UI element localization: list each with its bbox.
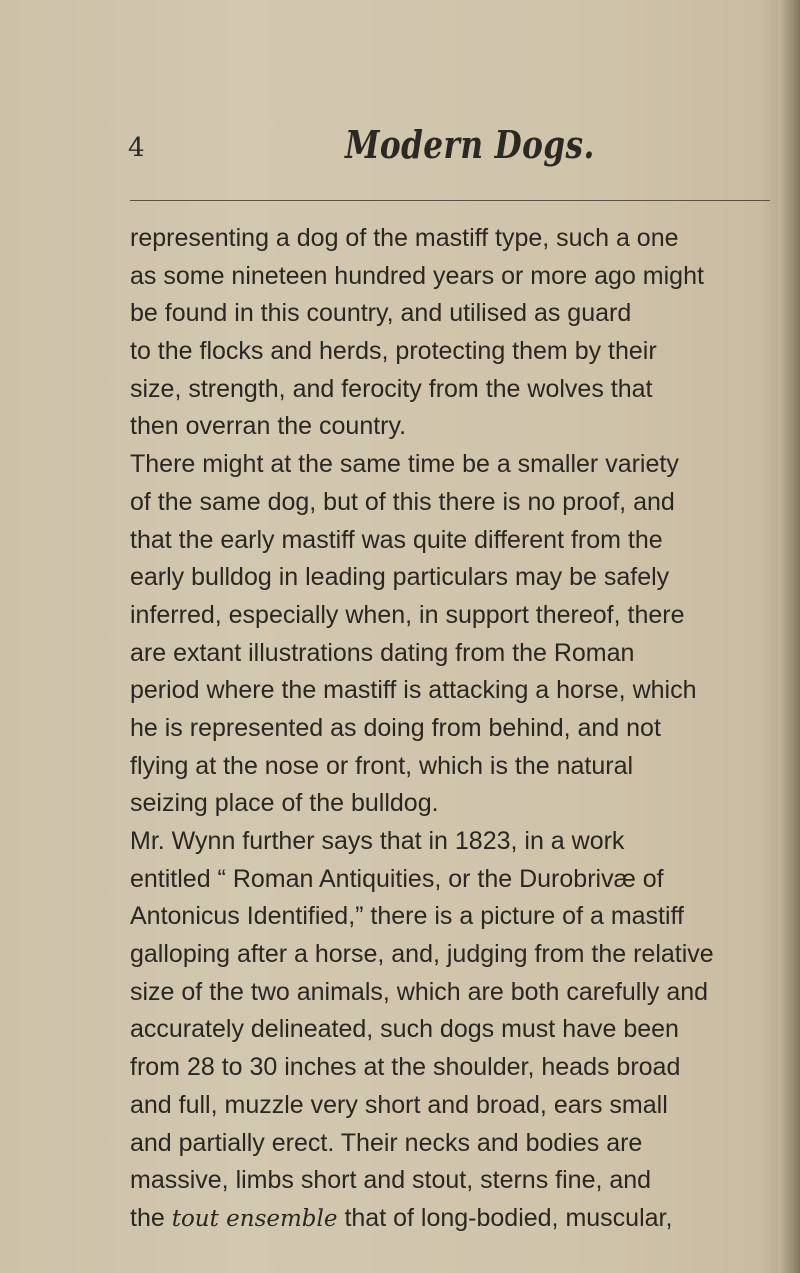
- text-line: as some nineteen hundred years or more ago might: [130, 261, 704, 290]
- text-line: early bulldog in leading particulars may be safely: [130, 563, 670, 592]
- text-line: and full, muzzle very short and broad, ears small: [130, 1090, 668, 1119]
- text-line: Antonicus Identified,” there is a picture of a mastiff: [130, 902, 684, 931]
- text-line: to the flocks and herds, protecting them by their: [130, 337, 657, 366]
- last-line-pre: the: [130, 1203, 172, 1232]
- text-line: size of the two animals, which are both carefully and: [130, 977, 709, 1006]
- text-line: entitled “ Roman Antiquities, or the Durobrivæ of: [130, 864, 664, 893]
- paragraph-start-line: There might at the same time be a smaller variety: [130, 450, 679, 479]
- running-title: Modern Dogs.: [345, 122, 595, 167]
- text-line: of the same dog, but of this there is no proof, and: [130, 487, 675, 516]
- text-line: massive, limbs short and stout, sterns fine, and: [130, 1166, 652, 1195]
- text-line: then overran the country.: [130, 412, 407, 441]
- text-line: seizing place of the bulldog.: [130, 789, 439, 818]
- text-line: period where the mastiff is attacking a horse, which: [130, 676, 697, 705]
- text-line-last: [130, 1200, 790, 1238]
- last-line-post: that of long-bodied, muscular,: [337, 1203, 673, 1232]
- text-line: flying at the nose or front, which is the natural: [130, 751, 634, 780]
- text-line: galloping after a horse, and, judging from the relative: [130, 940, 714, 969]
- page-number: 4: [128, 133, 145, 163]
- text-line: size, strength, and ferocity from the wolves that: [130, 374, 653, 403]
- text-line: are extant illustrations dating from the Roman: [130, 638, 635, 667]
- text-line: representing a dog of the mastiff type, such a one: [130, 224, 679, 252]
- text-line: from 28 to 30 inches at the shoulder, heads broad: [130, 1053, 681, 1082]
- text-line: accurately delineated, such dogs must have been: [130, 1015, 679, 1044]
- text-line: that the early mastiff was quite different from the: [130, 525, 663, 554]
- text-line: and partially erect. Their necks and bodies are: [130, 1128, 643, 1157]
- text-line: be found in this country, and utilised as guard: [130, 299, 632, 328]
- text-line: inferred, especially when, in support thereof, there: [130, 600, 685, 629]
- header-rule: [130, 200, 770, 201]
- italic-phrase: tout ensemble: [171, 1205, 338, 1232]
- text-line: he is represented as doing from behind, and not: [130, 713, 661, 742]
- paragraph-start-line: Mr. Wynn further says that in 1823, in a work: [130, 827, 625, 855]
- body-text: [130, 220, 790, 1238]
